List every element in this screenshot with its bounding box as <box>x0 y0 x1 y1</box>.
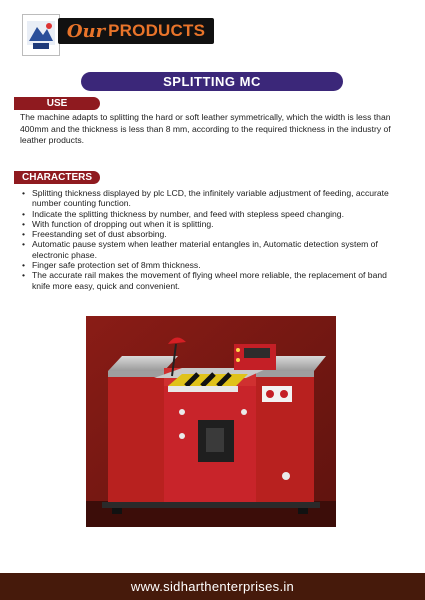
our-products-banner <box>58 18 214 44</box>
footer-website <box>0 573 425 600</box>
use-section-label: USE <box>14 97 100 110</box>
splitting-machine-illustration <box>86 316 336 527</box>
list-item: • Finger safe protection set of 8mm thickness. <box>20 260 395 270</box>
banner-our-text: Our <box>66 20 106 42</box>
use-description: The machine adapts to splitting the hard or soft leather symmetrically, which the width is less than 400mm and the thickness is less than 8 mm, according to the required thickness in the industry of leather products. <box>20 112 391 145</box>
list-item: • The accurate rail makes the movement of flying wheel more reliable, the replacement of band knife more easy, quick and convenient. <box>20 270 395 291</box>
characters-list <box>20 188 395 291</box>
characters-section-label: CHARACTERS <box>14 171 100 184</box>
website-link[interactable]: www.sidharthenterprises.in <box>130 579 295 594</box>
list-item: • Freestanding set of dust absorbing. <box>20 229 395 239</box>
company-logo <box>22 14 60 56</box>
list-item: • Splitting thickness displayed by plc LCD, the infinitely variable adjustment of feeding, accurate number counting function. <box>20 188 395 209</box>
list-item: • With function of dropping out when it is splitting. <box>20 219 395 229</box>
list-item: • Automatic pause system when leather material entangles in, Automatic detection system of electronic phase. <box>20 239 395 260</box>
product-photo <box>86 316 336 527</box>
product-title: SPLITTING MC <box>81 72 343 91</box>
logo-emblem-icon <box>23 15 59 55</box>
banner-products-text: PRODUCTS <box>108 21 206 40</box>
list-item: • Indicate the splitting thickness by number, and feed with stepless speed changing. <box>20 209 395 219</box>
